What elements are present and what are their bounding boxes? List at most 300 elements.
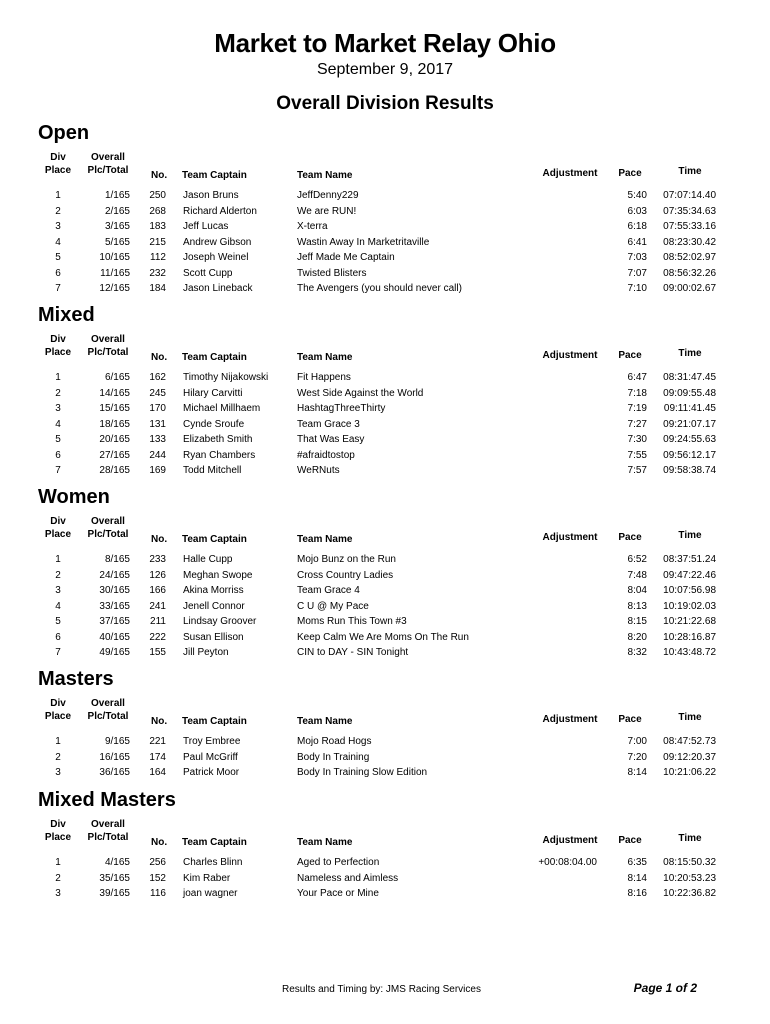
cell-overall: 35/165	[99, 872, 130, 884]
col-overall-header-line: Overall	[91, 819, 125, 830]
col-team-header	[297, 352, 497, 363]
cell-no: 245	[149, 387, 166, 399]
col-div-place-header	[38, 516, 78, 540]
cell-captain: Halle Cupp	[183, 554, 233, 565]
cell-no: 268	[149, 205, 166, 217]
table-row	[0, 736, 770, 751]
col-div-place-header-line: Place	[44, 711, 72, 722]
cell-overall: 40/165	[99, 631, 130, 643]
table-row	[0, 268, 770, 283]
cell-overall: 4/165	[104, 857, 130, 868]
col-captain-header	[182, 170, 292, 181]
cell-team: The Avengers (you should never call)	[297, 283, 462, 294]
col-overall-header-line: Overall	[91, 334, 125, 345]
cell-pace: 7:03	[627, 252, 647, 263]
results-title: Overall Division Results	[276, 93, 494, 114]
cell-place: 1	[55, 736, 61, 747]
cell-time: 10:20:53.23	[663, 872, 716, 884]
cell-place: 2	[55, 872, 61, 884]
cell-team: Aged to Perfection	[297, 857, 380, 868]
cell-team: Mojo Road Hogs	[297, 736, 372, 747]
cell-pace: 7:27	[627, 418, 647, 430]
cell-pace: 8:04	[627, 585, 647, 596]
col-pace-header	[612, 714, 648, 725]
col-captain-header	[182, 716, 292, 727]
cell-place: 3	[55, 585, 61, 596]
table-row	[0, 419, 770, 434]
cell-captain: Troy Embree	[183, 736, 241, 747]
cell-time: 10:21:06.22	[663, 767, 716, 778]
page-title: Market to Market Relay Ohio	[214, 28, 556, 58]
cell-time: 09:00:02.67	[663, 283, 716, 294]
cell-overall: 5/165	[104, 236, 130, 248]
cell-place: 5	[55, 434, 61, 445]
cell-overall: 15/165	[99, 403, 130, 414]
cell-captain: Scott Cupp	[183, 267, 233, 279]
cell-pace: 7:18	[627, 387, 647, 399]
col-pace-header	[612, 168, 648, 179]
cell-no: 164	[149, 767, 166, 778]
cell-overall: 20/165	[99, 434, 130, 445]
col-captain-header-line: Team Captain	[182, 837, 247, 848]
col-div-place-header	[38, 819, 78, 843]
col-adjustment-header-line: Adjustment	[542, 835, 598, 846]
cell-no: 131	[149, 418, 166, 430]
cell-team: Fit Happens	[297, 372, 351, 383]
cell-place: 2	[55, 205, 61, 217]
col-adjustment-header-line: Adjustment	[542, 350, 598, 361]
col-no-header-line: No.	[151, 716, 168, 727]
cell-time: 09:21:07.17	[663, 418, 716, 430]
division-name: Open	[38, 122, 90, 144]
col-captain-header	[182, 837, 292, 848]
cell-captain: Elizabeth Smith	[183, 434, 253, 445]
cell-captain: Todd Mitchell	[183, 465, 242, 476]
col-captain-header-line: Team Captain	[182, 352, 247, 363]
timing-credit: Results and Timing by: JMS Racing Services	[282, 984, 481, 995]
cell-captain: Hilary Carvitti	[183, 387, 243, 399]
col-time-header	[660, 166, 720, 177]
cell-overall: 11/165	[100, 267, 130, 279]
table-row	[0, 465, 770, 480]
cell-no: 215	[149, 236, 166, 248]
cell-overall: 6/165	[104, 372, 130, 383]
col-time-header	[660, 833, 720, 844]
cell-pace: 6:41	[627, 236, 647, 248]
cell-overall: 18/165	[99, 418, 130, 430]
col-time-header-line: Time	[678, 712, 702, 723]
col-no-header	[151, 352, 181, 363]
cell-overall: 33/165	[99, 600, 130, 612]
cell-captain: Jeff Lucas	[183, 221, 229, 232]
cell-team: C U @ My Pace	[297, 600, 369, 612]
col-captain-header-line: Team Captain	[182, 534, 247, 545]
col-overall-header	[82, 334, 134, 358]
cell-overall: 49/165	[99, 647, 130, 658]
cell-captain: Jason Lineback	[183, 283, 253, 294]
cell-team: Body In Training	[297, 751, 370, 763]
cell-no: 256	[149, 857, 166, 868]
cell-pace: 7:55	[627, 449, 647, 461]
cell-place: 5	[55, 252, 61, 263]
cell-place: 3	[55, 221, 61, 232]
cell-place: 1	[55, 554, 61, 565]
col-no-header	[151, 534, 181, 545]
table-row	[0, 873, 770, 888]
cell-time: 09:56:12.17	[663, 449, 716, 461]
col-overall-header-line: Overall	[91, 698, 125, 709]
cell-captain: Cynde Sroufe	[183, 418, 245, 430]
cell-pace: 7:10	[627, 283, 647, 294]
cell-team: Jeff Made Me Captain	[297, 252, 395, 263]
cell-time: 07:55:33.16	[663, 221, 716, 232]
cell-place: 2	[55, 387, 61, 399]
table-row	[0, 450, 770, 465]
cell-team: Nameless and Aimless	[297, 872, 399, 884]
col-team-header-line: Team Name	[297, 716, 353, 727]
col-adjustment-header	[530, 532, 610, 543]
cell-team: X-terra	[297, 221, 328, 232]
cell-place: 7	[55, 283, 61, 294]
cell-no: 116	[150, 888, 166, 899]
table-row	[0, 388, 770, 403]
col-pace-header-line: Pace	[618, 168, 642, 179]
cell-no: 233	[149, 554, 166, 565]
cell-overall: 1/165	[104, 190, 130, 201]
col-overall-header-line: Plc/Total	[87, 529, 129, 540]
cell-overall: 12/165	[99, 283, 130, 294]
cell-pace: 8:16	[627, 888, 647, 899]
cell-no: 244	[149, 449, 166, 461]
cell-overall: 16/165	[99, 751, 130, 763]
col-time-header	[660, 348, 720, 359]
col-overall-header	[82, 698, 134, 722]
cell-time: 07:07:14.40	[663, 190, 716, 201]
col-team-header-line: Team Name	[297, 170, 353, 181]
cell-pace: 7:19	[627, 403, 647, 414]
table-row	[0, 752, 770, 767]
cell-place: 5	[55, 616, 61, 627]
col-overall-header-line: Overall	[91, 152, 125, 163]
col-captain-header-line: Team Captain	[182, 170, 247, 181]
cell-time: 08:56:32.26	[663, 267, 716, 279]
cell-place: 4	[55, 418, 61, 430]
col-overall-header-line: Overall	[91, 516, 125, 527]
col-overall-header-line: Plc/Total	[87, 347, 129, 358]
cell-overall: 36/165	[99, 767, 130, 778]
col-pace-header	[612, 835, 648, 846]
table-row	[0, 283, 770, 298]
cell-overall: 28/165	[99, 465, 130, 476]
cell-no: 241	[149, 600, 166, 612]
cell-captain: Timothy Nijakowski	[183, 372, 269, 383]
cell-captain: Jill Peyton	[183, 647, 229, 658]
cell-no: 152	[149, 872, 166, 884]
col-time-header-line: Time	[678, 348, 702, 359]
col-div-place-header	[38, 698, 78, 722]
col-div-place-header-line: Place	[44, 529, 72, 540]
table-row	[0, 857, 770, 872]
cell-pace: 8:13	[627, 600, 647, 612]
cell-team: JeffDenny229	[297, 190, 359, 201]
cell-team: HashtagThreeThirty	[297, 403, 386, 414]
cell-team: Team Grace 3	[297, 418, 360, 430]
col-div-place-header-line: Div	[50, 698, 66, 709]
cell-pace: 6:03	[627, 205, 647, 217]
cell-pace: 5:40	[627, 190, 647, 201]
col-div-place-header-line: Div	[50, 516, 66, 527]
col-adjustment-header	[530, 835, 610, 846]
table-row	[0, 434, 770, 449]
table-row	[0, 647, 770, 662]
col-pace-header-line: Pace	[618, 350, 642, 361]
cell-team: Your Pace or Mine	[297, 888, 379, 899]
division-name: Masters	[38, 668, 114, 690]
col-overall-header	[82, 516, 134, 540]
col-team-header-line: Team Name	[297, 837, 353, 848]
table-row	[0, 570, 770, 585]
col-team-header	[297, 716, 497, 727]
cell-pace: 6:52	[627, 554, 647, 565]
cell-captain: Susan Ellison	[183, 631, 244, 643]
cell-place: 6	[55, 267, 61, 279]
table-row	[0, 767, 770, 782]
cell-time: 10:43:48.72	[663, 647, 716, 658]
cell-captain: Lindsay Groover	[183, 616, 257, 627]
table-row	[0, 252, 770, 267]
col-time-header	[660, 712, 720, 723]
cell-place: 7	[55, 465, 61, 476]
col-div-place-header	[38, 334, 78, 358]
col-overall-header	[82, 152, 134, 176]
col-adjustment-header	[530, 168, 610, 179]
cell-pace: 8:20	[627, 631, 647, 643]
col-no-header	[151, 716, 181, 727]
cell-no: 166	[149, 585, 166, 596]
cell-pace: 6:47	[627, 372, 647, 383]
col-no-header-line: No.	[151, 352, 168, 363]
cell-overall: 2/165	[104, 205, 130, 217]
cell-time: 09:24:55.63	[663, 434, 716, 445]
cell-captain: Patrick Moor	[183, 767, 240, 778]
col-time-header	[660, 530, 720, 541]
cell-time: 09:09:55.48	[663, 387, 716, 399]
cell-overall: 9/165	[104, 736, 130, 747]
cell-captain: Joseph Weinel	[183, 252, 249, 263]
cell-time: 10:07:56.98	[663, 585, 716, 596]
col-overall-header-line: Plc/Total	[87, 711, 129, 722]
table-row	[0, 585, 770, 600]
cell-overall: 37/165	[99, 616, 130, 627]
cell-team: We are RUN!	[297, 205, 357, 217]
cell-pace: 6:35	[627, 857, 647, 868]
col-no-header-line: No.	[151, 837, 168, 848]
cell-place: 1	[55, 190, 61, 201]
cell-pace: 8:14	[627, 872, 647, 884]
cell-place: 7	[55, 647, 61, 658]
cell-pace: 8:14	[627, 767, 647, 778]
cell-time: 09:12:20.37	[663, 751, 716, 763]
cell-no: 232	[149, 267, 166, 279]
cell-team: Cross Country Ladies	[297, 569, 394, 581]
col-adjustment-header-line: Adjustment	[542, 168, 598, 179]
col-team-header	[297, 534, 497, 545]
cell-team: Team Grace 4	[297, 585, 360, 596]
col-pace-header-line: Pace	[618, 714, 642, 725]
cell-captain: Jason Bruns	[183, 190, 239, 201]
cell-place: 2	[55, 751, 61, 763]
cell-overall: 24/165	[99, 569, 130, 581]
cell-no: 133	[149, 434, 166, 445]
col-adjustment-header	[530, 714, 610, 725]
cell-no: 221	[149, 736, 166, 747]
cell-team: Wastin Away In Marketritaville	[297, 236, 430, 248]
cell-overall: 10/165	[99, 252, 130, 263]
cell-overall: 30/165	[99, 585, 130, 596]
cell-captain: Akina Morriss	[183, 585, 244, 596]
cell-captain: joan wagner	[183, 888, 238, 899]
cell-time: 09:58:38.74	[663, 465, 716, 476]
col-team-header	[297, 837, 497, 848]
cell-place: 3	[55, 767, 61, 778]
col-div-place-header-line: Div	[50, 334, 66, 345]
col-pace-header-line: Pace	[618, 835, 642, 846]
cell-place: 4	[55, 600, 61, 612]
cell-place: 6	[55, 631, 61, 643]
cell-overall: 27/165	[99, 449, 130, 461]
cell-place: 2	[55, 569, 61, 581]
cell-captain: Andrew Gibson	[183, 236, 252, 248]
cell-captain: Meghan Swope	[183, 569, 253, 581]
cell-time: 09:11:41.45	[663, 403, 716, 414]
col-pace-header	[612, 350, 648, 361]
cell-pace: 8:32	[627, 647, 647, 658]
cell-time: 10:22:36.82	[663, 888, 716, 899]
cell-pace: 7:07	[627, 267, 647, 279]
col-overall-header-line: Plc/Total	[87, 832, 129, 843]
cell-pace: 8:15	[627, 616, 647, 627]
cell-no: 169	[149, 465, 166, 476]
col-time-header-line: Time	[678, 530, 702, 541]
table-row	[0, 554, 770, 569]
cell-overall: 39/165	[99, 888, 130, 899]
table-row	[0, 221, 770, 236]
cell-captain: Kim Raber	[183, 872, 231, 884]
col-team-header-line: Team Name	[297, 352, 353, 363]
cell-pace: 7:57	[627, 465, 647, 476]
col-team-header	[297, 170, 497, 181]
col-adjustment-header	[530, 350, 610, 361]
cell-pace: 7:48	[627, 569, 647, 581]
cell-pace: 6:18	[627, 221, 647, 232]
col-captain-header-line: Team Captain	[182, 716, 247, 727]
cell-place: 3	[55, 888, 61, 899]
cell-time: 08:31:47.45	[663, 372, 716, 383]
col-div-place-header-line: Div	[50, 819, 66, 830]
cell-time: 08:23:30.42	[663, 236, 716, 248]
cell-team: West Side Against the World	[297, 387, 424, 399]
cell-place: 6	[55, 449, 61, 461]
col-div-place-header-line: Place	[44, 165, 72, 176]
col-no-header-line: No.	[151, 170, 168, 181]
col-captain-header	[182, 534, 292, 545]
cell-captain: Michael Millhaem	[183, 403, 261, 414]
table-row	[0, 190, 770, 205]
cell-time: 10:19:02.03	[663, 600, 716, 612]
cell-team: Mojo Bunz on the Run	[297, 554, 396, 565]
cell-pace: 7:00	[627, 736, 647, 747]
col-pace-header	[612, 532, 648, 543]
col-time-header-line: Time	[678, 833, 702, 844]
cell-captain: Ryan Chambers	[183, 449, 256, 461]
col-overall-header-line: Plc/Total	[87, 165, 129, 176]
col-captain-header	[182, 352, 292, 363]
cell-team: Twisted Blisters	[297, 267, 367, 279]
table-row	[0, 601, 770, 616]
col-no-header	[151, 837, 181, 848]
cell-no: 222	[149, 631, 166, 643]
cell-no: 250	[149, 190, 166, 201]
cell-no: 184	[149, 283, 166, 294]
cell-pace: 7:30	[627, 434, 647, 445]
division-name: Mixed Masters	[38, 789, 176, 811]
cell-time: 08:15:50.32	[663, 857, 716, 868]
cell-captain: Richard Alderton	[183, 205, 257, 217]
cell-team: Keep Calm We Are Moms On The Run	[297, 631, 469, 643]
cell-no: 112	[150, 252, 166, 263]
cell-place: 1	[55, 857, 61, 868]
cell-no: 162	[149, 372, 166, 383]
col-div-place-header-line: Div	[50, 152, 66, 163]
cell-no: 170	[149, 403, 166, 414]
cell-no: 183	[149, 221, 166, 232]
cell-team: CIN to DAY - SIN Tonight	[297, 647, 409, 658]
cell-time: 07:35:34.63	[663, 205, 716, 217]
cell-overall: 14/165	[99, 387, 130, 399]
cell-no: 211	[150, 616, 166, 627]
table-row	[0, 206, 770, 221]
division-name: Mixed	[38, 304, 95, 326]
cell-time: 08:47:52.73	[663, 736, 716, 747]
col-pace-header-line: Pace	[618, 532, 642, 543]
col-div-place-header-line: Place	[44, 832, 72, 843]
col-adjustment-header-line: Adjustment	[542, 714, 598, 725]
col-div-place-header	[38, 152, 78, 176]
table-row	[0, 403, 770, 418]
cell-team: #afraidtostop	[297, 449, 355, 461]
col-team-header-line: Team Name	[297, 534, 353, 545]
cell-captain: Paul McGriff	[183, 751, 238, 763]
cell-no: 174	[149, 751, 166, 763]
cell-time: 10:28:16.87	[663, 631, 716, 643]
cell-team: That Was Easy	[297, 434, 365, 445]
cell-captain: Jenell Connor	[183, 600, 245, 612]
cell-no: 126	[149, 569, 166, 581]
col-adjustment-header-line: Adjustment	[542, 532, 598, 543]
cell-team: WeRNuts	[297, 465, 340, 476]
col-overall-header	[82, 819, 134, 843]
cell-time: 08:37:51.24	[663, 554, 716, 565]
page-number: Page 1 of 2	[633, 981, 697, 995]
table-row	[0, 237, 770, 252]
cell-overall: 8/165	[104, 554, 130, 565]
cell-team: Body In Training Slow Edition	[297, 767, 428, 778]
col-div-place-header-line: Place	[44, 347, 72, 358]
cell-place: 3	[55, 403, 61, 414]
table-row	[0, 632, 770, 647]
col-no-header	[151, 170, 181, 181]
col-no-header-line: No.	[151, 534, 168, 545]
